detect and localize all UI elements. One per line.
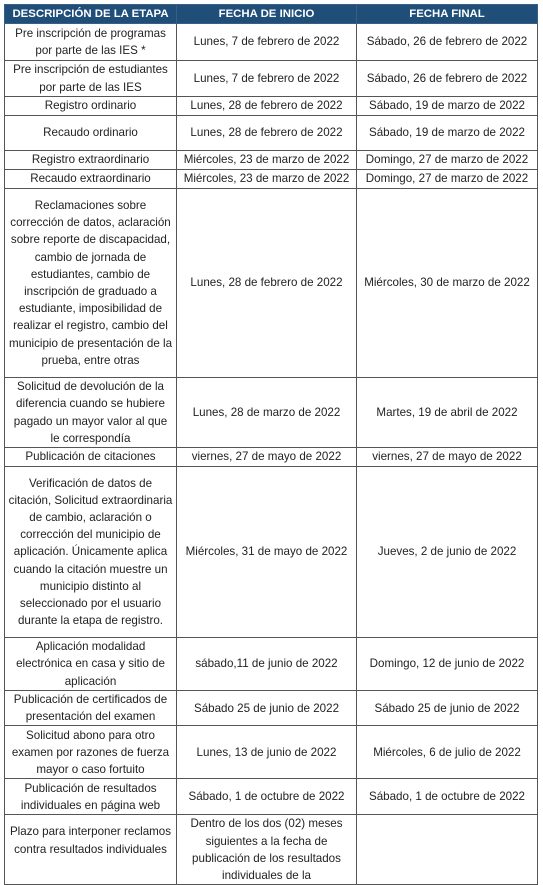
table-row bbox=[5, 448, 538, 467]
cell-inicio: Miércoles, 31 de mayo de 2022 bbox=[177, 467, 357, 638]
cell-final bbox=[357, 815, 538, 885]
cell-final: viernes, 27 de mayo de 2022 bbox=[357, 448, 538, 467]
cell-final: Sábado, 1 de octubre de 2022 bbox=[357, 779, 538, 815]
table-row bbox=[5, 638, 538, 691]
cell-final: Sábado, 19 de marzo de 2022 bbox=[357, 97, 538, 116]
table-row bbox=[5, 151, 538, 170]
table-row bbox=[5, 24, 538, 61]
cell-inicio: Miércoles, 23 de marzo de 2022 bbox=[177, 170, 357, 189]
cell-descripcion: Solicitud abono para otro examen por razones de fuerza mayor o caso fortuito bbox=[5, 726, 177, 779]
cell-descripcion: Pre inscripción de estudiantes por parte de las IES bbox=[5, 61, 177, 97]
table-row bbox=[5, 467, 538, 638]
cell-inicio: Lunes, 28 de febrero de 2022 bbox=[177, 97, 357, 116]
header-fecha-inicio: FECHA DE INICIO bbox=[177, 5, 357, 24]
cell-descripcion: Reclamaciones sobre corrección de datos, aclaración sobre reporte de discapacidad, cambio de jornada de estudiantes, cambio de inscripción de graduado a estudiante, imposibilidad de realizar el registro, cambio del municipio de presentación de la prueba, entre otras bbox=[5, 189, 177, 378]
cell-descripcion: Aplicación modalidad electrónica en casa y sitio de aplicación bbox=[5, 638, 177, 691]
cell-inicio: Lunes, 7 de febrero de 2022 bbox=[177, 61, 357, 97]
cell-final: Martes, 19 de abril de 2022 bbox=[357, 378, 538, 448]
header-fecha-final: FECHA FINAL bbox=[357, 5, 538, 24]
table-row bbox=[5, 378, 538, 448]
cell-inicio: Sábado, 1 de octubre de 2022 bbox=[177, 779, 357, 815]
table-row bbox=[5, 189, 538, 378]
table-row bbox=[5, 170, 538, 189]
table-row bbox=[5, 815, 538, 885]
cell-descripcion: Registro extraordinario bbox=[5, 151, 177, 170]
cell-descripcion: Verificación de datos de citación, Solicitud extraordinaria de cambio, aclaración o corrección del municipio de aplicación. Únicamente aplica cuando la citación muestre un municipio distinto al seleccionado por el usuario durante la etapa de registro. bbox=[5, 467, 177, 638]
cell-inicio: viernes, 27 de mayo de 2022 bbox=[177, 448, 357, 467]
cell-final: Domingo, 12 de junio de 2022 bbox=[357, 638, 538, 691]
header-descripcion: DESCRIPCIÓN DE LA ETAPA bbox=[5, 5, 177, 24]
cell-final: Jueves, 2 de junio de 2022 bbox=[357, 467, 538, 638]
cell-final: Miércoles, 6 de julio de 2022 bbox=[357, 726, 538, 779]
cell-descripcion: Pre inscripción de programas por parte de las IES * bbox=[5, 24, 177, 61]
cell-descripcion: Solicitud de devolución de la diferencia cuando se hubiere pagado un mayor valor al que le correspondía bbox=[5, 378, 177, 448]
cell-descripcion: Recaudo extraordinario bbox=[5, 170, 177, 189]
cell-final: Domingo, 27 de marzo de 2022 bbox=[357, 151, 538, 170]
table-row bbox=[5, 779, 538, 815]
cell-inicio: sábado,11 de junio de 2022 bbox=[177, 638, 357, 691]
cell-inicio: Lunes, 28 de febrero de 2022 bbox=[177, 116, 357, 151]
cell-inicio: Lunes, 28 de marzo de 2022 bbox=[177, 378, 357, 448]
cell-inicio: Miércoles, 23 de marzo de 2022 bbox=[177, 151, 357, 170]
cell-final: Miércoles, 30 de marzo de 2022 bbox=[357, 189, 538, 378]
cell-inicio: Lunes, 28 de febrero de 2022 bbox=[177, 189, 357, 378]
cell-final: Sábado, 19 de marzo de 2022 bbox=[357, 116, 538, 151]
cell-final: Sábado 25 de junio de 2022 bbox=[357, 691, 538, 726]
cell-descripcion: Publicación de certificados de presentación del examen bbox=[5, 691, 177, 726]
cell-descripcion: Recaudo ordinario bbox=[5, 116, 177, 151]
cell-descripcion: Registro ordinario bbox=[5, 97, 177, 116]
cell-descripcion: Publicación de citaciones bbox=[5, 448, 177, 467]
cell-inicio: Sábado 25 de junio de 2022 bbox=[177, 691, 357, 726]
schedule-table bbox=[4, 4, 538, 885]
cell-inicio: Lunes, 7 de febrero de 2022 bbox=[177, 24, 357, 61]
cell-inicio: Dentro de los dos (02) meses siguientes a la fecha de publicación de los resultados individuales de la bbox=[177, 815, 357, 885]
cell-final: Sábado, 26 de febrero de 2022 bbox=[357, 24, 538, 61]
table-row bbox=[5, 97, 538, 116]
cell-final: Domingo, 27 de marzo de 2022 bbox=[357, 170, 538, 189]
cell-final: Sábado, 26 de febrero de 2022 bbox=[357, 61, 538, 97]
header-row bbox=[5, 5, 538, 24]
table-row bbox=[5, 61, 538, 97]
cell-inicio: Lunes, 13 de junio de 2022 bbox=[177, 726, 357, 779]
table-row bbox=[5, 726, 538, 779]
cell-descripcion: Publicación de resultados individuales en página web bbox=[5, 779, 177, 815]
table-row bbox=[5, 116, 538, 151]
table-row bbox=[5, 691, 538, 726]
cell-descripcion: Plazo para interponer reclamos contra resultados individuales bbox=[5, 815, 177, 885]
